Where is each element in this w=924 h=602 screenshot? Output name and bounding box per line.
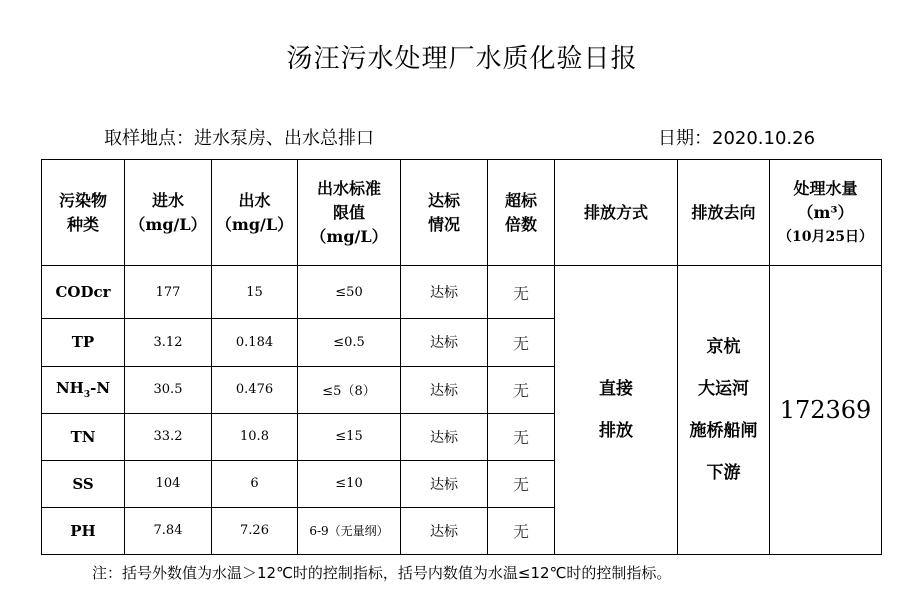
header-inflow: 进水 （mg/L） [125, 160, 212, 266]
inflow-value: 104 [125, 460, 212, 507]
outflow-value: 0.476 [212, 366, 298, 413]
pollutant-name: SS [42, 460, 125, 507]
outflow-value: 10.8 [212, 413, 298, 460]
treated-volume: 172369 [770, 266, 882, 555]
limit-value: ≤5（8） [298, 366, 401, 413]
header-outflow: 出水 （mg/L） [212, 160, 298, 266]
discharge-direction: 京杭 大运河 施桥船闸 下游 [678, 266, 770, 555]
status-value: 达标 [401, 413, 488, 460]
header-discharge-method: 排放方式 [555, 160, 678, 266]
inflow-value: 177 [125, 266, 212, 319]
status-value: 达标 [401, 366, 488, 413]
header-discharge-direction: 排放去向 [678, 160, 770, 266]
limit-value: ≤50 [298, 266, 401, 319]
pollutant-name: PH [42, 507, 125, 554]
status-value: 达标 [401, 319, 488, 366]
pollutant-name: TP [42, 319, 125, 366]
status-value: 达标 [401, 266, 488, 319]
status-value: 达标 [401, 460, 488, 507]
exceed-value: 无 [488, 413, 555, 460]
outflow-value: 0.184 [212, 319, 298, 366]
pollutant-name: TN [42, 413, 125, 460]
discharge-method: 直接 排放 [555, 266, 678, 555]
status-value: 达标 [401, 507, 488, 554]
header-row [42, 160, 882, 266]
outflow-value: 15 [212, 266, 298, 319]
limit-value: 6-9（无量纲） [298, 507, 401, 554]
header-pollutant: 污染物 种类 [42, 160, 125, 266]
exceed-value: 无 [488, 460, 555, 507]
limit-value: ≤0.5 [298, 319, 401, 366]
limit-value: ≤15 [298, 413, 401, 460]
pollutant-name: $NH_3-N$ [42, 366, 125, 413]
outflow-value: 6 [212, 460, 298, 507]
report-date: 日期：2020.10.26 [658, 128, 816, 149]
header-volume: 处理水量 （m³） （10月25日） [770, 160, 882, 266]
exceed-value: 无 [488, 319, 555, 366]
water-quality-table [41, 159, 882, 555]
table-row [42, 266, 882, 319]
inflow-value: 30.5 [125, 366, 212, 413]
limit-value: ≤10 [298, 460, 401, 507]
sampling-location: 取样地点：进水泵房、出水总排口 [104, 128, 374, 149]
header-exceed: 超标 倍数 [488, 160, 555, 266]
exceed-value: 无 [488, 266, 555, 319]
exceed-value: 无 [488, 366, 555, 413]
inflow-value: 3.12 [125, 319, 212, 366]
footnote: 注：括号外数值为水温＞12℃时的控制指标，括号内数值为水温≤12℃时的控制指标。 [92, 564, 672, 582]
outflow-value: 7.26 [212, 507, 298, 554]
pollutant-name: CODcr [42, 266, 125, 319]
header-limit: 出水标准 限值 （mg/L） [298, 160, 401, 266]
inflow-value: 7.84 [125, 507, 212, 554]
inflow-value: 33.2 [125, 413, 212, 460]
exceed-value: 无 [488, 507, 555, 554]
report-title: 汤汪污水处理厂水质化验日报 [286, 44, 638, 74]
header-status: 达标 情况 [401, 160, 488, 266]
